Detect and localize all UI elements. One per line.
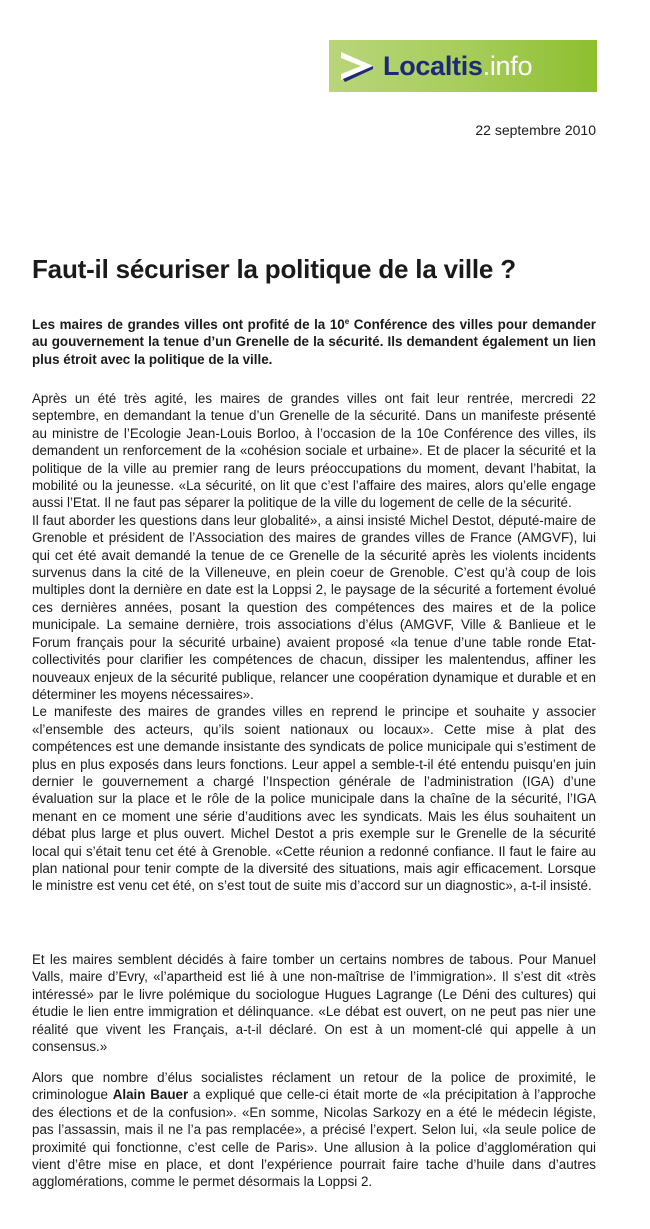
body-paragraph: Il faut aborder les questions dans leur globalité», a ainsi insisté Michel Destot, député-maire de Grenoble et président de l’Association des maires de grandes villes de France (AMGVF), lui qui cet été avait demandé la tenue de ce Grenelle de la sécurité après les violents incidents survenus dans la cité de la Villeneuve, en plein coeur de Grenoble. C’est qu’à coup de lois multiples dont la dernière en date est la Loppsi 2, le paysage de la sécurité a fortement évolué ces dernières années, posant la question des compétences des maires et de la police municipale. La semaine dernière, trois associations d’élus (AMGVF, Ville & Banlieue et le Forum français pour la sécurité urbaine) avaient proposé «la tenue d’une table ronde Etat-collectivités pour clarifier les compétences de chacun, dissiper les malentendus, affiner les nouveaux enjeux de la sécurité publique, relancer une coopération dynamique et durable et en déterminer les moyens nécessaires». <box>32 512 596 702</box>
bauer-text-start: Alors que nombre d’élus socialistes réclament un retour de la police de proximité, le criminologue <box>32 1070 596 1103</box>
article-section-valls <box>32 951 596 1055</box>
article-title: Faut-il sécuriser la politique de la ville ? <box>32 254 516 284</box>
article-section-bauer <box>32 1069 596 1191</box>
person-name-bold: Alain Bauer <box>112 1087 189 1103</box>
lead-text-end: Conférence des villes pour demander au gouvernement la tenue d’un Grenelle de la sécurité. Ils demandent également un lien plus étroit avec la politique de la ville. <box>32 317 596 367</box>
body-paragraph: Après un été très agité, les maires de grandes villes ont fait leur rentrée, mercredi 22 septembre, en demandant la tenue d’un Grenelle de la sécurité. Dans un manifeste présenté au ministre de l’Ecologie Jean-Louis Borloo, à l’occasion de la 10e Conférence des villes, ils demandent un renforcement de la «cohésion sociale et urbaine». Et de placer la sécurité et la politique de la ville au premier rang de leurs préoccupations du moment, devant l’habitat, la mobilité ou la jeunesse. «La sécurité, on lit que c’est l’affaire des maires, alors qu’elle engage aussi l’Etat. Il ne faut pas séparer la politique de la ville du logement de celle de la sécurité. <box>32 391 596 511</box>
logo-suffix-text: .info <box>482 51 533 81</box>
lead-superscript: e <box>344 317 350 326</box>
chevron-right-icon <box>339 48 375 84</box>
body-paragraph: Le manifeste des maires de grandes villes en reprend le principe et souhaite y associer «l’ensemble des acteurs, qu’ils soient nationaux ou locaux». Cette mise à plat des compétences est une demande insistante des syndicats de police municipale qui s’estiment de plus en plus exposés dans leurs fonctions. Leur appel a semble-t-il été entendu puisqu’en juin dernier le gouvernement a chargé l’Inspection générale de l’administration (IGA) d’une évaluation sur la place et le rôle de la police municipale dans la chaîne de la sécurité, l’IGA menant en ce moment une série d’auditions avec les syndicats. Mais les élus souhaitent un débat plus large et plus ouvert. Michel Destot a pris exemple sur le Grenelle de la sécurité local qui s’était tenu cet été à Grenoble. «Cette réunion a redonné confiance. Il faut le faire au plan national pour tenir compte de la diversité des situations, mais agir efficacement. Lorsque le ministre est venu cet été, on s’est tout de suite mis d’accord sur un diagnostic», a-t-il insisté. <box>32 704 596 894</box>
publication-date: 22 septembre 2010 <box>475 122 596 138</box>
logo-main-text: Localtis <box>383 51 483 81</box>
lead-text-start: Les maires de grandes villes ont profité de la 10 <box>32 317 345 332</box>
bauer-text-end: a expliqué que celle-ci était morte de «la précipitation à l’approche des élections et de la confusion». «En somme, Nicolas Sarkozy en a été le médecin légiste, pas l’assassin, mais il ne l’a pas remplacée», a précisé l’expert. Selon lui, «la seule police de proximité qui fonctionne, c’est celle de Paris». Une allusion à la police d’agglomération qui vient d’être mise en place, et dont l’expérience pourrait faire tache d’huile dans d’autres agglomérations, comme le permet désormais la Loppsi 2. <box>32 1087 597 1190</box>
article-lead <box>32 316 596 368</box>
lead-paragraph <box>32 316 596 368</box>
article-body <box>32 390 596 895</box>
localtis-logo[interactable] <box>329 40 597 92</box>
logo-wordmark <box>383 49 532 83</box>
body-paragraph <box>32 1069 596 1191</box>
body-paragraph: Et les maires semblent décidés à faire tomber un certains nombres de tabous. Pour Manuel Valls, maire d’Evry, «l’apartheid est lié à une non-maîtrise de l’immigration». Il s’est dit «très intéressé» par le livre polémique du sociologue Hugues Lagrange (Le Déni des cultures) qui étudie le lien entre immigration et délinquance. «Le débat est ouvert, on ne peut pas nier une réalité que vivent les Français, a-t-il déclaré. On est à un moment-clé qui appelle à un consensus.» <box>32 952 596 1055</box>
